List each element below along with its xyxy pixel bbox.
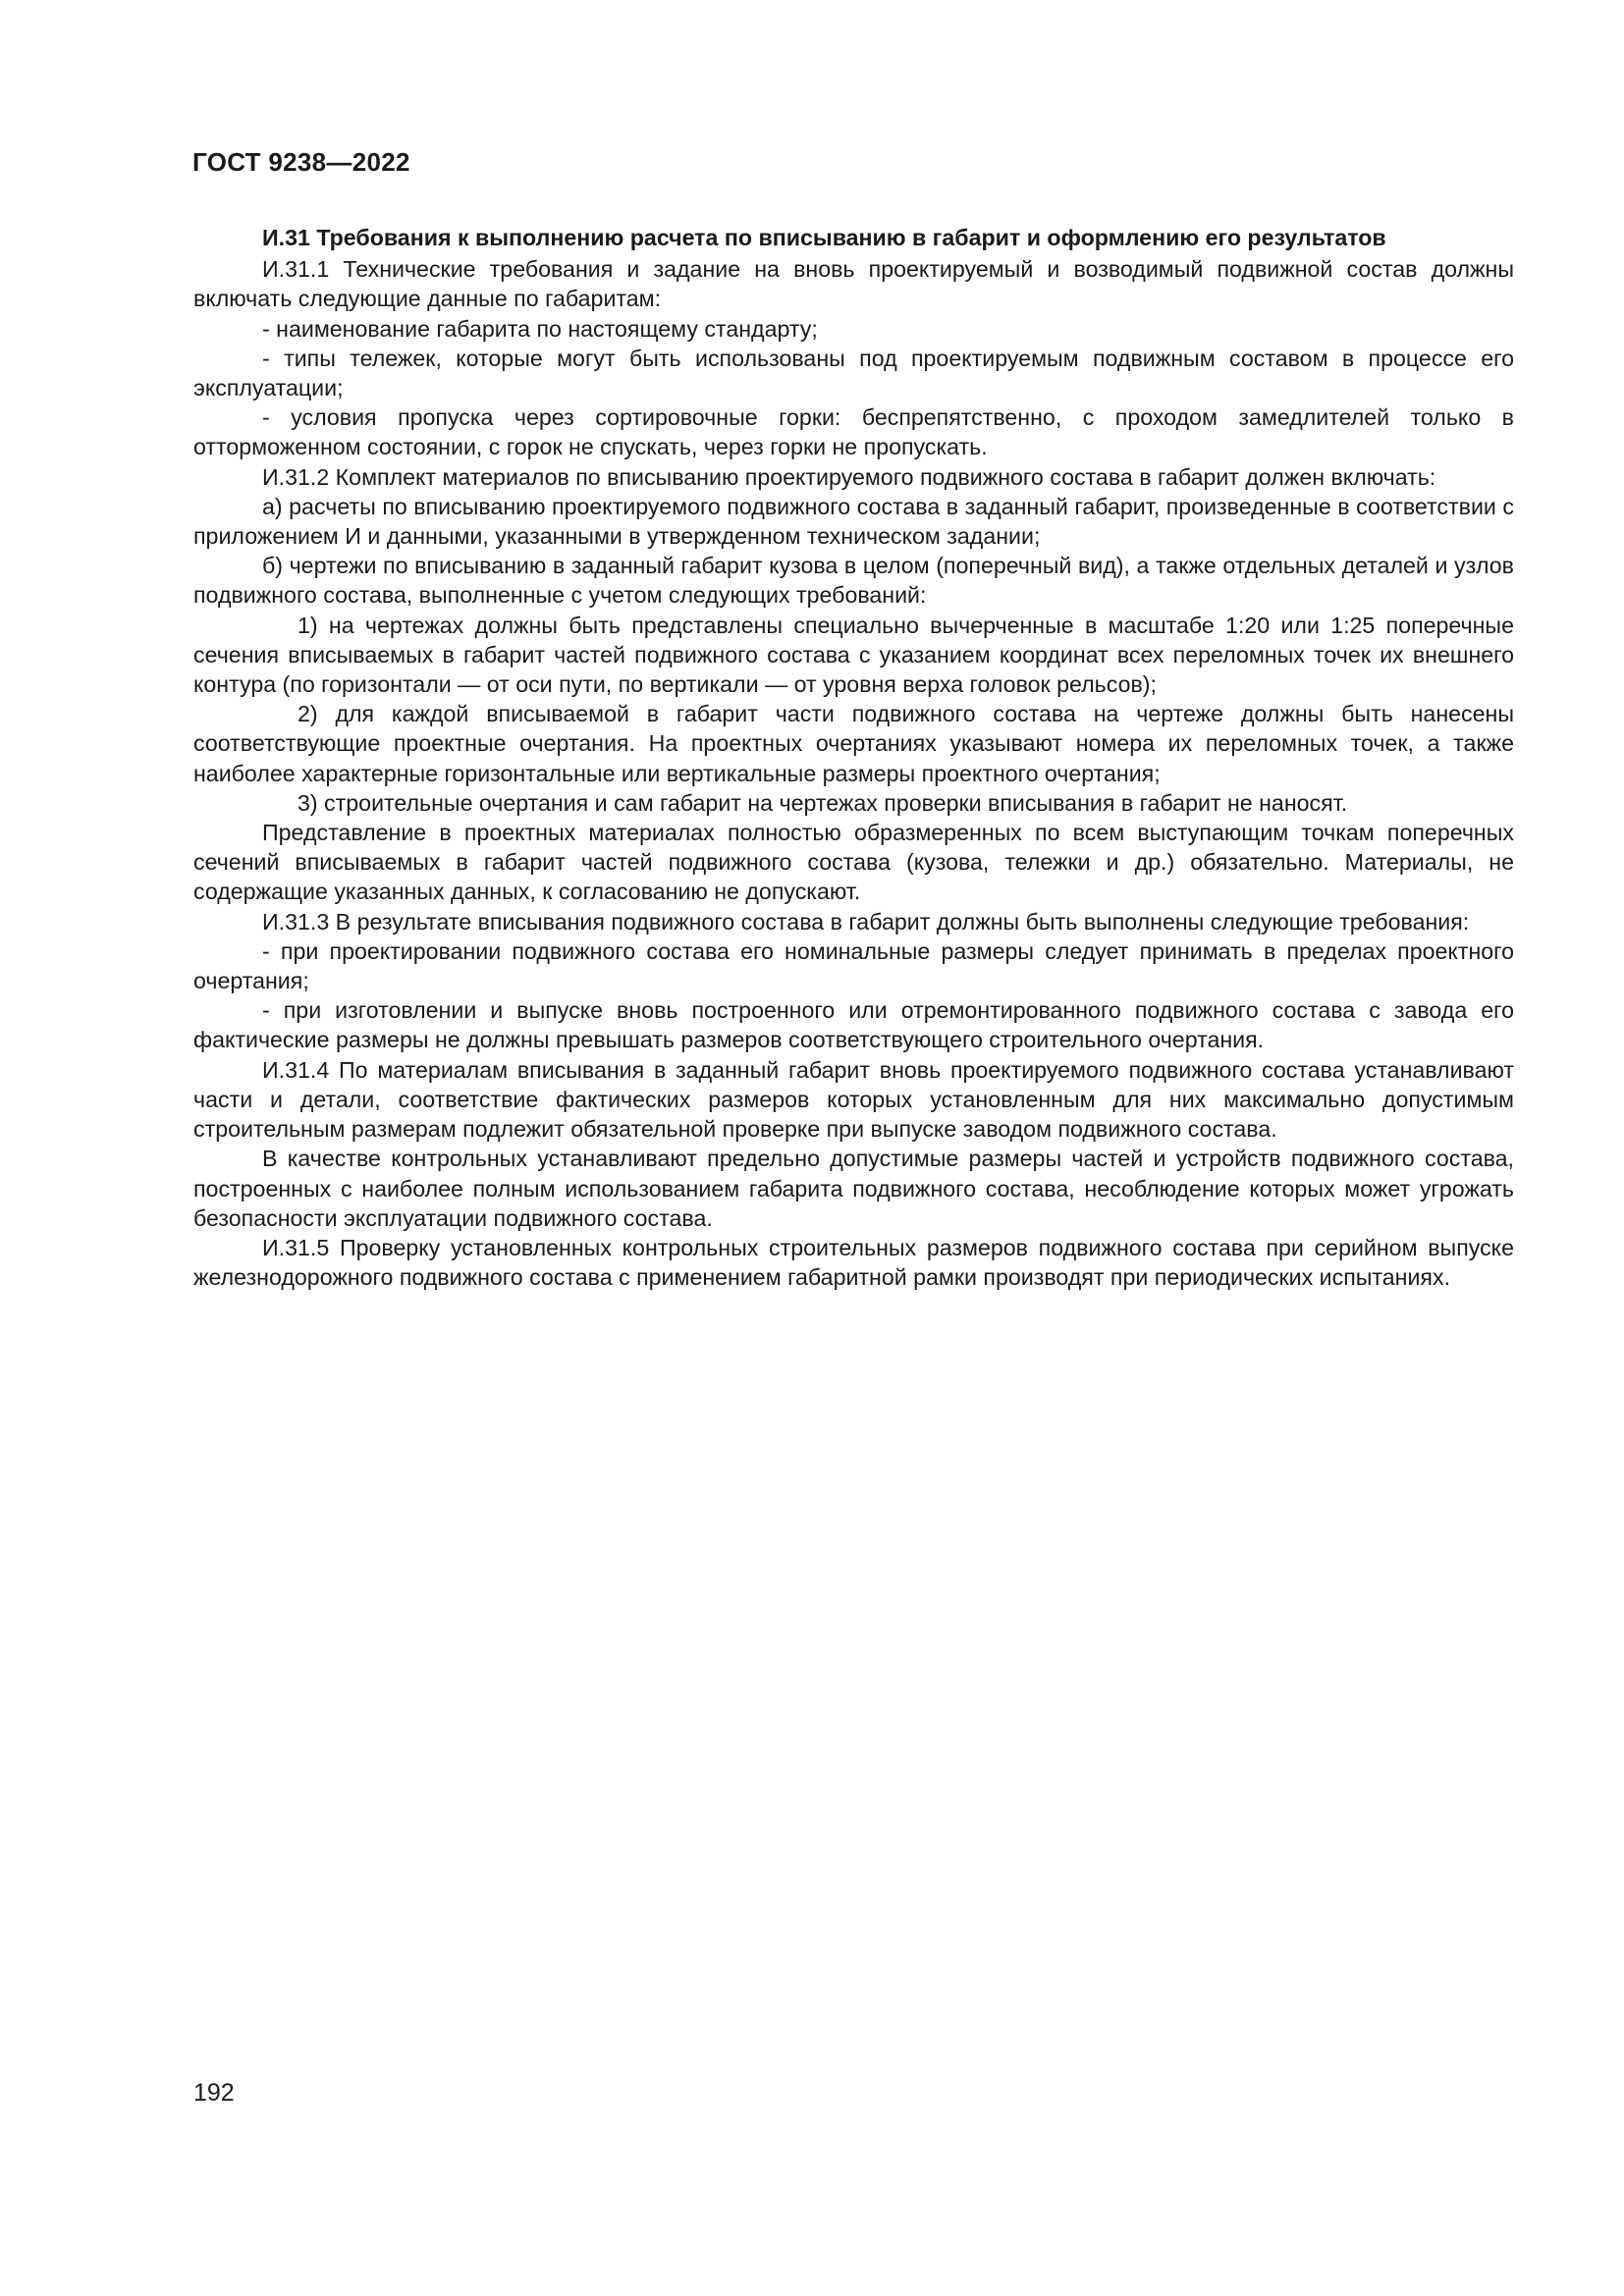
page-number: 192 bbox=[193, 2079, 235, 2107]
list-item-hump-conditions: - условия пропуска через сортировочные горки: беспрепятственно, с проходом замедлителей только в отторможенном состоянии, с горок не спускать, через горки не пропускать. bbox=[193, 404, 1514, 460]
paragraph-presentation: Представление в проектных материалах полностью образмеренных по всем выступающим точкам поперечных сечений вписываемых в габарит частей подвижного состава (кузова, тележки и др.) обязательно. Материалы, не содержащие указанных данных, к согласованию не допускают. bbox=[193, 820, 1514, 905]
document-header: ГОСТ 9238—2022 bbox=[192, 147, 410, 177]
sub-item-3-construction-outlines: 3) строительные очертания и сам габарит на чертежах проверки вписывания в габарит не наносят. bbox=[298, 789, 1348, 816]
paragraph-i31-1: И.31.1 Технические требования и задание на вновь проектируемый и возводимый подвижной состав должны включать следующие данные по габаритам: bbox=[193, 256, 1514, 312]
paragraph-i31-5: И.31.5 Проверку установленных контрольных строительных размеров подвижного состава при серийном выпуске железнодорожного подвижного состава с применением габаритной рамки производят при периодических испытаниях. bbox=[193, 1234, 1514, 1291]
paragraph-i31-3: И.31.3 В результате вписывания подвижного состава в габарит должны быть выполнены следующие требования: bbox=[262, 908, 1470, 934]
list-item-design-dimensions: - при проектировании подвижного состава его номинальные размеры следует принимать в пределах проектного очертания; bbox=[193, 937, 1514, 994]
list-item-gabarit-name: - наименование габарита по настоящему стандарту; bbox=[262, 315, 818, 342]
document-body bbox=[193, 223, 1514, 1292]
paragraph-i31-4: И.31.4 По материалам вписывания в заданный габарит вновь проектируемого подвижного состава устанавливают части и детали, соответствие фактических размеров которых установленным для них максимально допустимым строительным размерам подлежит обязательной проверке при выпуске заводом подвижного состава. bbox=[193, 1056, 1514, 1143]
section-heading: И.31 Требования к выполнению расчета по вписыванию в габарит и оформлению его результатов bbox=[262, 225, 1386, 250]
list-item-bogie-types: - типы тележек, которые могут быть использованы под проектируемым подвижным составом в процессе его эксплуатации; bbox=[193, 345, 1514, 401]
list-item-b-drawings: б) чертежи по вписыванию в заданный габарит кузова в целом (поперечный вид), а также отдельных деталей и узлов подвижного состава, выполненные с учетом следующих требований: bbox=[193, 553, 1514, 609]
sub-item-2-design-outlines: 2) для каждой вписываемой в габарит части подвижного состава на чертеже должны быть нанесены соответствующие проектные очертания. На проектных очертаниях указывают номера их переломных точек, а также наиболее характерные горизонтальные или вертикальные размеры проектного очертания; bbox=[193, 701, 1514, 786]
sub-item-1-cross-sections: 1) на чертежах должны быть представлены специально вычерченные в масштабе 1:20 или 1:25 поперечные сечения вписываемых в габарит частей подвижного состава с указанием координат всех переломных точек их внешнего контура (по горизонтали — от оси пути, по вертикали — от уровня верха головок рельсов); bbox=[193, 612, 1514, 698]
list-item-a-calculations: а) расчеты по вписыванию проектируемого подвижного состава в заданный габарит, произведенные в соответствии с приложением И и данными, указанными в утвержденном техническом задании; bbox=[193, 493, 1514, 550]
paragraph-i31-2: И.31.2 Комплект материалов по вписыванию проектируемого подвижного состава в габарит должен включать: bbox=[262, 463, 1436, 490]
list-item-manufacture-dimensions: - при изготовлении и выпуске вновь построенного или отремонтированного подвижного состава с завода его фактические размеры не должны превышать размеров соответствующего строительного очертания. bbox=[193, 997, 1514, 1053]
paragraph-control-dimensions: В качестве контрольных устанавливают предельно допустимые размеры частей и устройств подвижного состава, построенных с наиболее полным использованием габарита подвижного состава, несоблюдение которых может угрожать безопасности эксплуатации подвижного состава. bbox=[193, 1146, 1514, 1231]
